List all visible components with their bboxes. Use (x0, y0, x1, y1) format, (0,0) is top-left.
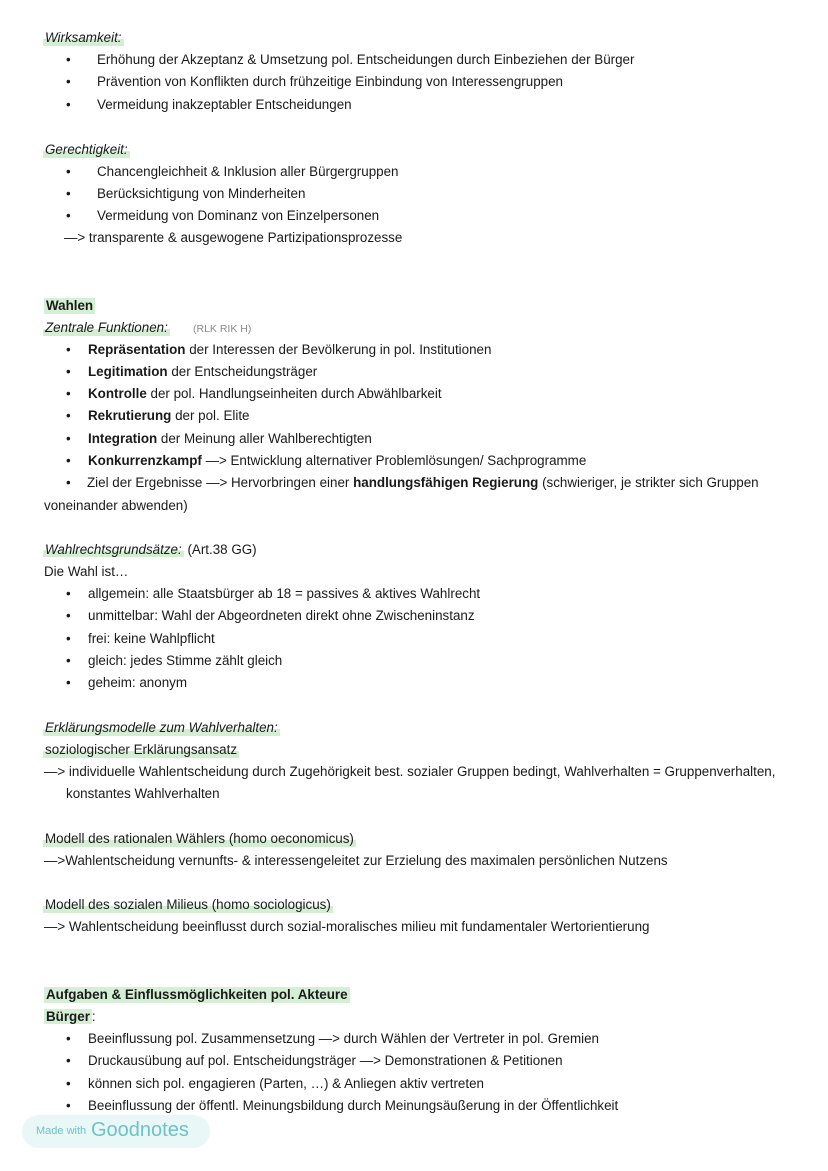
list-item: Kontrolle der pol. Handlungseinheiten durch Abwählbarkeit (88, 386, 442, 401)
list-item: Berücksichtigung von Minderheiten (97, 186, 306, 201)
list-item: geheim: anonym (88, 675, 187, 690)
model-title-soziologisch: soziologischer Erklärungsansatz (45, 742, 238, 757)
bullet: • (66, 675, 71, 690)
list-item: frei: keine Wahlpflicht (88, 631, 215, 646)
list-item: Integration der Meinung aller Wahlberechtigten (88, 431, 372, 446)
bullet: • (66, 1053, 71, 1068)
heading-wirksamkeit: Wirksamkeit: (45, 30, 122, 45)
intro-line: Die Wahl ist… (44, 564, 129, 579)
model-title-rational: Modell des rationalen Wählers (homo oeconomicus) (45, 831, 354, 846)
bullet: • (66, 431, 71, 446)
bullet: • (66, 631, 71, 646)
mnemonic-note: (RLK RIK H) (193, 323, 252, 335)
heading-zentrale-funktionen: Zentrale Funktionen: (45, 320, 168, 335)
bullet: • (66, 653, 71, 668)
bullet: • (66, 586, 71, 601)
list-item: Vermeidung von Dominanz von Einzelpersonen (97, 208, 380, 223)
list-item: Erhöhung der Akzeptanz & Umsetzung pol. Entscheidungen durch Einbeziehen der Bürger (97, 52, 635, 67)
bullet: • (66, 186, 71, 201)
list-item: Konkurrenzkampf —> Entwicklung alternativer Problemlösungen/ Sachprogramme (88, 453, 587, 468)
list-item: Beeinflussung der öffentl. Meinungsbildung durch Meinungsäußerung in der Öffentlichkeit (88, 1098, 619, 1113)
bullet: • (66, 74, 71, 89)
list-item-ziel: Ziel der Ergebnisse —> Hervorbringen einer handlungsfähigen Regierung (schwieriger, je strikter sich Gruppen (87, 475, 759, 490)
list-item: Vermeidung inakzeptabler Entscheidungen (97, 97, 352, 112)
model-line: —> Wahlentscheidung beeinflusst durch sozial-moralisches milieu mit fundamentaler Wertorientierung (44, 919, 650, 934)
list-item: gleich: jedes Stimme zählt gleich (88, 653, 283, 668)
bullet: • (66, 386, 71, 401)
list-item: Repräsentation der Interessen der Bevölkerung in pol. Institutionen (88, 342, 492, 357)
model-line: —>Wahlentscheidung vernunfts- & interessengeleitet zur Erzielung des maximalen persönlichen Nutzens (44, 853, 668, 868)
bullet: • (66, 1076, 71, 1091)
heading-wahlrechtsgrundsaetze: Wahlrechtsgrundsätze: (Art.38 GG) (45, 542, 257, 557)
bullet: • (66, 342, 71, 357)
list-item: Rekrutierung der pol. Elite (88, 408, 250, 423)
heading-gerechtigkeit: Gerechtigkeit: (45, 142, 128, 157)
bullet: • (66, 364, 71, 379)
goodnotes-watermark (22, 1115, 210, 1148)
watermark-small-text: Made with (36, 1125, 87, 1137)
bullet: • (66, 408, 71, 423)
model-line-wrap: konstantes Wahlverhalten (66, 786, 220, 801)
bullet: • (66, 52, 71, 67)
model-line: —> individuelle Wahlentscheidung durch Zugehörigkeit best. sozialer Gruppen bedingt, Wahlverhalten = Gruppenverhalten, (44, 764, 776, 779)
watermark-logo-text: Goodnotes (91, 1119, 189, 1141)
bullet: • (66, 97, 71, 112)
bullet: • (66, 1098, 71, 1113)
list-item: Beeinflussung pol. Zusammensetzung —> durch Wählen der Vertreter in pol. Gremien (88, 1031, 599, 1046)
bullet: • (66, 1031, 71, 1046)
bullet: • (66, 164, 71, 179)
bullet: • (66, 608, 71, 623)
list-item-ziel-wrap: voneinander abwenden) (44, 498, 188, 513)
section-title-akteure: Aufgaben & Einflussmöglichkeiten pol. Akteure (46, 987, 348, 1002)
heading-erklaerungsmodelle: Erklärungsmodelle zum Wahlverhalten: (45, 720, 278, 735)
bullet: • (66, 475, 71, 490)
list-item: allgemein: alle Staatsbürger ab 18 = passives & aktives Wahlrecht (88, 586, 481, 601)
heading-buerger: Bürger : (46, 1009, 96, 1024)
section-title-wahlen: Wahlen (46, 298, 94, 313)
bullet: • (66, 208, 71, 223)
list-item: Legitimation der Entscheidungsträger (88, 364, 318, 379)
bullet: • (66, 453, 71, 468)
list-item: können sich pol. engagieren (Parten, …) & Anliegen aktiv vertreten (88, 1076, 484, 1091)
model-title-milieu: Modell des sozialen Milieus (homo sociologicus) (45, 897, 331, 912)
conclusion-line: —> transparente & ausgewogene Partizipationsprozesse (64, 230, 403, 245)
list-item: Druckausübung auf pol. Entscheidungsträger —> Demonstrationen & Petitionen (88, 1053, 563, 1068)
list-item: unmittelbar: Wahl der Abgeordneten direkt ohne Zwischeninstanz (88, 608, 475, 623)
list-item: Prävention von Konflikten durch frühzeitige Einbindung von Interessengruppen (97, 74, 564, 89)
list-item: Chancengleichheit & Inklusion aller Bürgergruppen (97, 164, 399, 179)
